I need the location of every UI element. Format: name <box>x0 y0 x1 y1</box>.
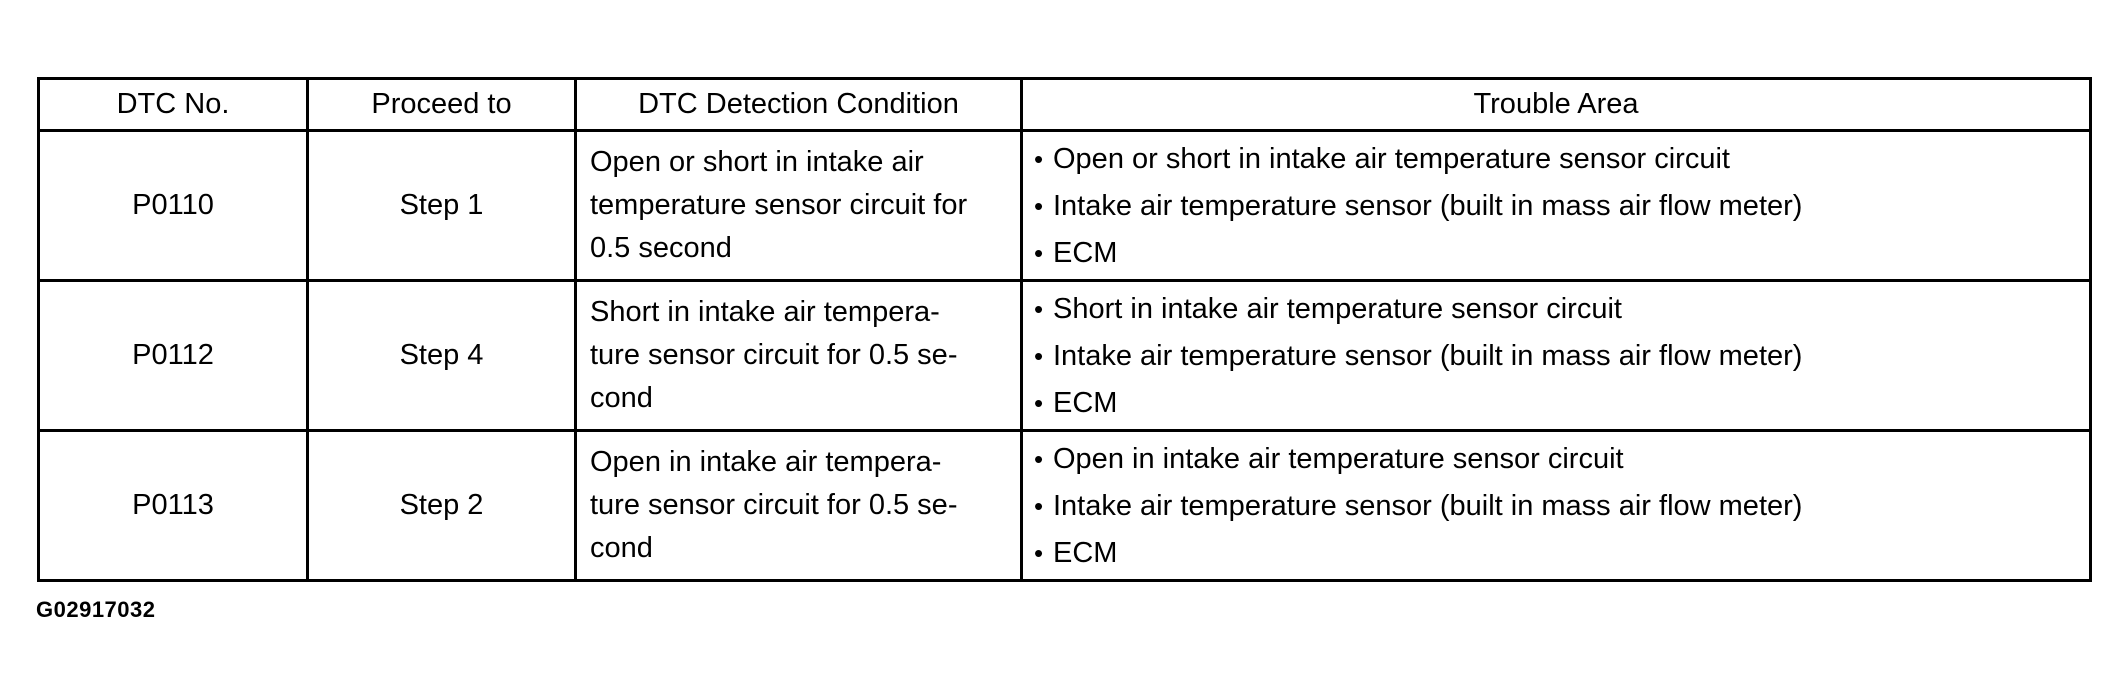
trouble-area-item <box>1034 286 2089 333</box>
trouble-area-text: Intake air temperature sensor (built in mass air flow meter) <box>1053 340 1803 372</box>
bullet-icon: • <box>1034 238 1044 268</box>
trouble-area-cell <box>1022 431 2091 581</box>
bullet-icon: • <box>1034 294 1044 324</box>
dtc-code: P0110 <box>39 131 308 281</box>
detection-condition-cell <box>576 131 1022 281</box>
trouble-area-text: ECM <box>1053 387 1118 419</box>
bullet-icon: • <box>1034 191 1044 221</box>
trouble-area-item <box>1034 530 2089 577</box>
detection-condition-cell <box>576 281 1022 431</box>
trouble-area-text: Short in intake air temperature sensor circuit <box>1053 293 1622 325</box>
trouble-area-text: Open or short in intake air temperature sensor circuit <box>1053 143 1730 175</box>
trouble-area-text: Intake air temperature sensor (built in mass air flow meter) <box>1053 490 1803 522</box>
trouble-area-cell <box>1022 131 2091 281</box>
trouble-area-text: Open in intake air temperature sensor circuit <box>1053 443 1624 475</box>
trouble-area-item <box>1034 136 2089 183</box>
bullet-icon: • <box>1034 388 1044 418</box>
table-body <box>39 131 2091 581</box>
table-row <box>39 131 2091 281</box>
table-header <box>39 79 2091 131</box>
dtc-code: P0112 <box>39 281 308 431</box>
table-row <box>39 431 2091 581</box>
header-proceed-to: Proceed to <box>308 79 576 131</box>
table-row <box>39 281 2091 431</box>
trouble-area-text: ECM <box>1053 537 1118 569</box>
proceed-step: Step 1 <box>308 131 576 281</box>
detection-condition: Open in intake air tempera- ture sensor circuit for 0.5 se- cond <box>590 446 958 564</box>
proceed-step: Step 4 <box>308 281 576 431</box>
trouble-area-cell <box>1022 281 2091 431</box>
trouble-area-text: ECM <box>1053 237 1118 269</box>
dtc-code: P0113 <box>39 431 308 581</box>
detection-condition: Short in intake air tempera- ture sensor circuit for 0.5 se- cond <box>590 296 958 414</box>
header-row <box>39 79 2091 131</box>
trouble-area-item <box>1034 436 2089 483</box>
trouble-area-item <box>1034 230 2089 277</box>
detection-condition-cell <box>576 431 1022 581</box>
detection-condition: Open or short in intake air temperature sensor circuit for 0.5 second <box>590 146 968 264</box>
trouble-area-item <box>1034 333 2089 380</box>
figure-id: G02917032 <box>36 597 156 622</box>
proceed-step: Step 2 <box>308 431 576 581</box>
bullet-icon: • <box>1034 491 1044 521</box>
dtc-table <box>37 77 2092 582</box>
trouble-area-item <box>1034 483 2089 530</box>
trouble-area-text: Intake air temperature sensor (built in mass air flow meter) <box>1053 190 1803 222</box>
trouble-area-item <box>1034 380 2089 427</box>
trouble-area-item <box>1034 183 2089 230</box>
bullet-icon: • <box>1034 444 1044 474</box>
header-trouble-area: Trouble Area <box>1022 79 2091 131</box>
header-dtc-no: DTC No. <box>39 79 308 131</box>
trouble-area-list <box>1034 136 2089 277</box>
bullet-icon: • <box>1034 144 1044 174</box>
trouble-area-list <box>1034 436 2089 577</box>
header-detection-condition: DTC Detection Condition <box>576 79 1022 131</box>
bullet-icon: • <box>1034 538 1044 568</box>
bullet-icon: • <box>1034 341 1044 371</box>
trouble-area-list <box>1034 286 2089 427</box>
